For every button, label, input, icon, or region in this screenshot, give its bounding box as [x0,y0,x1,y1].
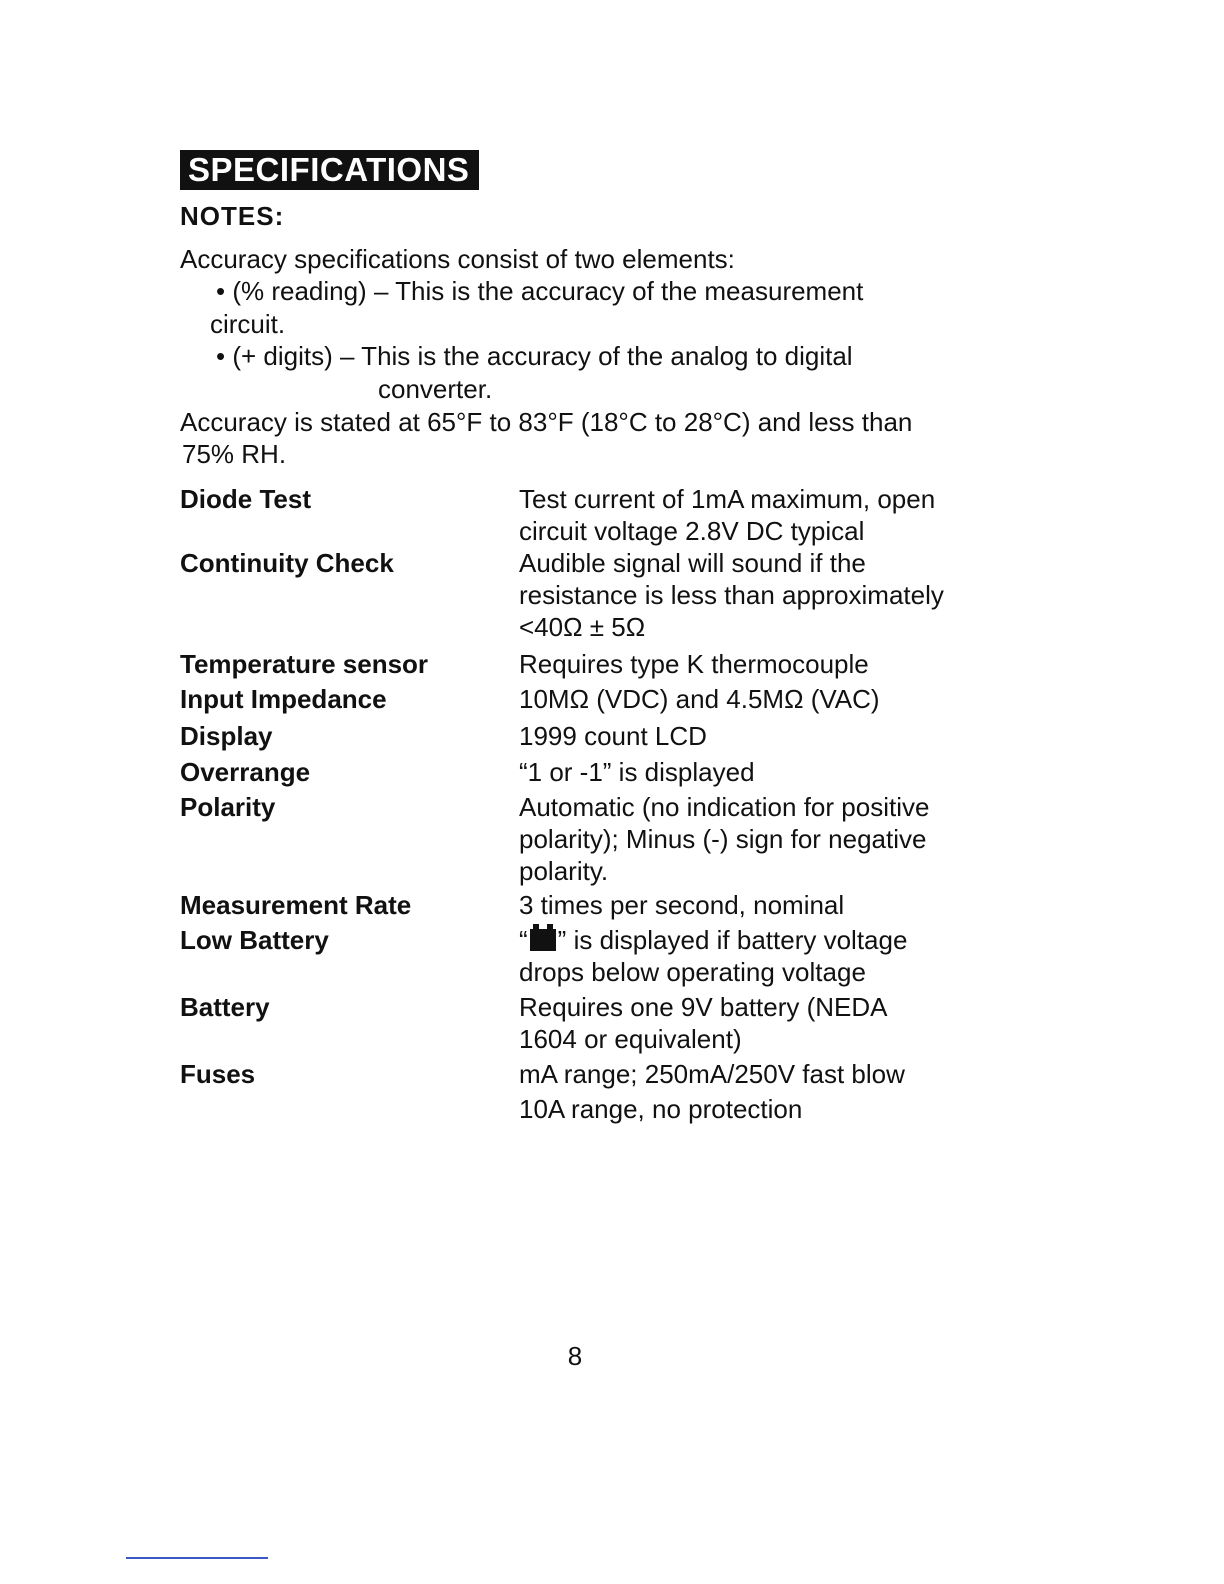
spec-label: Battery [180,992,270,1022]
spec-value-line: <40Ω ± 5Ω [519,612,646,642]
spec-value-line-with-icon [519,924,989,956]
spec-label: Continuity Check [180,548,394,578]
spec-value-line: Audible signal will sound if the [519,548,866,578]
notes-bullet-digits-cont: converter. [378,374,493,404]
spec-value-line: 10MΩ (VDC) and 4.5MΩ (VAC) [519,684,880,714]
spec-value [519,648,989,680]
spec-label: Measurement Rate [180,890,412,920]
section-title: SPECIFICATIONS [180,150,479,190]
notes-conditions-cont: 75% RH. [182,439,287,469]
spec-value-line: Requires one 9V battery (NEDA [519,992,888,1022]
spec-value-line: Requires type K thermocouple [519,649,869,679]
spec-value-line: 3 times per second, nominal [519,890,845,920]
page-number: 8 [567,1341,583,1371]
notes-intro: Accuracy specifications consist of two elements: [180,244,735,274]
spec-value [519,720,989,752]
low-battery-text: is displayed if battery voltage [566,925,908,955]
spec-label: Display [180,721,273,751]
spec-value [519,991,989,1055]
spec-value-line: circuit voltage 2.8V DC typical [519,516,865,546]
spec-label: Polarity [180,792,276,822]
spec-value-line: Automatic (no indication for positive [519,792,930,822]
spec-value [519,756,989,788]
notes-conditions: Accuracy is stated at 65°F to 83°F (18°C to 28°C) and less than [180,407,913,437]
spec-value [519,791,989,887]
spec-value [519,924,989,988]
battery-icon [530,929,556,951]
notes-title: NOTES: [180,201,285,231]
footer-divider [126,1557,268,1559]
spec-value [519,683,989,715]
spec-label: Overrange [180,757,311,787]
spec-value-line: resistance is less than approximately [519,580,944,610]
spec-value-line: mA range; 250mA/250V fast blow [519,1059,905,1089]
spec-value-line: Test current of 1mA maximum, open [519,484,936,514]
spec-label: Diode Test [180,484,311,514]
spec-value-line: 1999 count LCD [519,721,707,751]
spec-value [519,889,989,921]
spec-label: Fuses [180,1059,256,1089]
spec-label: Temperature sensor [180,649,429,679]
spec-value [519,483,989,547]
spec-label: Low Battery [180,925,329,955]
spec-value-line: polarity); Minus (-) sign for negative [519,824,927,854]
notes-bullet-reading-cont: circuit. [210,309,286,339]
spec-value [519,1058,989,1125]
notes-bullet-reading: • (% reading) – This is the accuracy of the measurement [216,276,864,306]
quote-close: ” [557,925,567,955]
spec-value-line: 10A range, no protection [519,1094,803,1124]
spec-value-line: “1 or -1” is displayed [519,757,755,787]
quote-open: “ [519,925,528,955]
spec-value-line: 1604 or equivalent) [519,1024,742,1054]
notes-bullet-digits: • (+ digits) – This is the accuracy of the analog to digital [216,341,853,371]
spec-label: Input Impedance [180,684,387,714]
spec-value-line: polarity. [519,856,609,886]
spec-value-line: drops below operating voltage [519,957,866,987]
spec-value [519,547,989,643]
